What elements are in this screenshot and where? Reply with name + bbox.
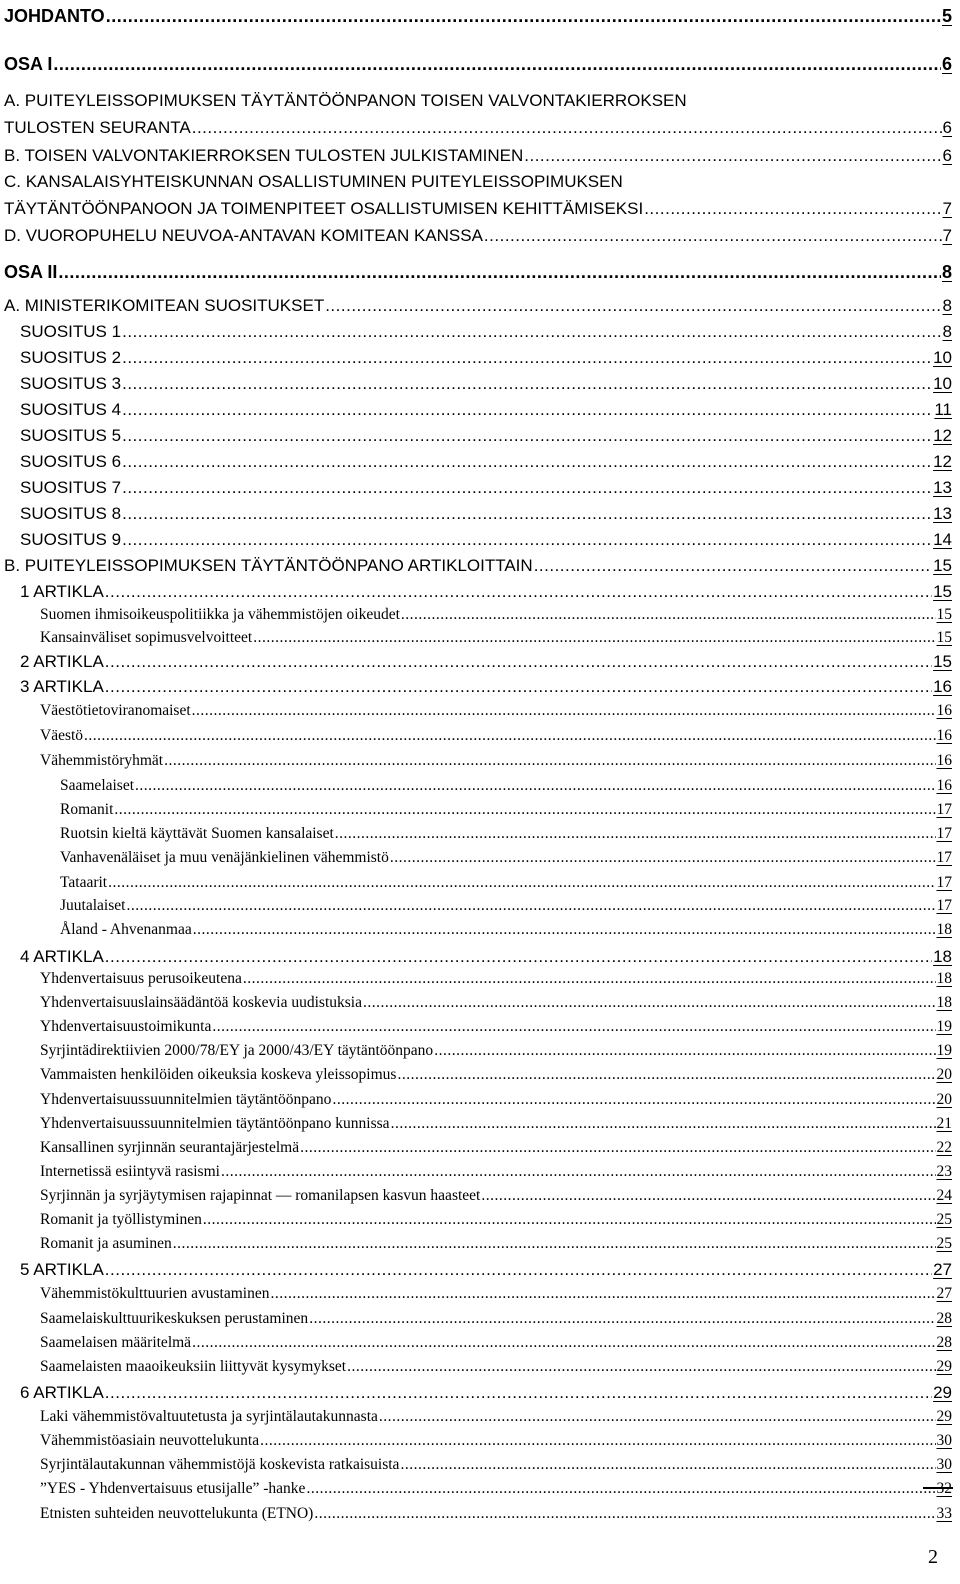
toc-entry[interactable] <box>20 476 952 500</box>
toc-entry[interactable] <box>20 372 952 396</box>
toc-entry-page: 22 <box>936 1139 952 1156</box>
toc-entry-title: TÄYTÄNTÖÖNPANOON JA TOIMENPITEET OSALLISTUMISEN KEHITTÄMISEKSI <box>4 199 644 218</box>
toc-entry-title: Suomen ihmisoikeuspolitiikka ja vähemmistöjen oikeudet <box>40 606 400 623</box>
toc-entry-page: 15 <box>933 652 952 671</box>
dot-leader <box>203 1209 936 1231</box>
toc-entry-page: 12 <box>933 452 952 471</box>
toc-entry-page: 13 <box>933 504 952 523</box>
dot-leader <box>401 604 936 626</box>
toc-entry[interactable] <box>20 1258 952 1282</box>
dot-leader <box>314 1503 935 1525</box>
toc-entry[interactable] <box>4 554 952 578</box>
toc-entry-title: OSA I <box>4 54 53 74</box>
dot-leader <box>122 502 932 526</box>
dot-leader <box>122 424 932 448</box>
toc-entry-title: Syrjinnän ja syrjäytymisen rajapinnat — romanilapsen kasvun haasteet <box>40 1187 481 1204</box>
toc-entry-page: 30 <box>936 1432 952 1449</box>
toc-entry[interactable] <box>20 424 952 448</box>
toc-entry-title: Juutalaiset <box>60 897 126 914</box>
toc-entry-page: 20 <box>936 1066 952 1083</box>
dot-leader <box>105 1258 932 1282</box>
toc-entry-page: 18 <box>936 921 952 938</box>
toc-entry-title: SUOSITUS 6 <box>20 452 122 471</box>
toc-entry-title: B. PUITEYLEISSOPIMUKSEN TÄYTÄNTÖÖNPANO ARTIKLOITTAIN <box>4 556 533 575</box>
dot-leader <box>58 258 941 286</box>
toc-entry-page: 8 <box>942 296 952 315</box>
dot-leader <box>114 799 935 821</box>
dot-leader <box>164 750 935 772</box>
dot-leader <box>122 398 933 422</box>
toc-entry-page: 7 <box>942 199 952 218</box>
toc-entry[interactable] <box>60 895 952 917</box>
dot-leader <box>400 1454 935 1476</box>
toc-entry-title: Kansallinen syrjinnän seurantajärjestelmä <box>40 1139 300 1156</box>
dot-leader <box>122 346 932 370</box>
toc-entry-title: SUOSITUS 3 <box>20 374 122 393</box>
toc-entry-page: 19 <box>936 1042 952 1059</box>
dot-leader <box>122 528 932 552</box>
toc-entry-page: 15 <box>936 606 952 623</box>
toc-entry[interactable] <box>60 919 952 941</box>
toc-entry-page: 28 <box>936 1334 952 1351</box>
toc-entry-page: 25 <box>936 1235 952 1252</box>
toc-entry-title: Romanit <box>60 801 114 818</box>
toc-entry-page: 17 <box>936 874 952 891</box>
dot-leader <box>135 775 935 797</box>
toc-entry-title: Vähemmistöasiain neuvottelukunta <box>40 1432 260 1449</box>
toc-entry-title: Saamelaiset <box>60 777 135 794</box>
toc-entry[interactable]: A. PUITEYLEISSOPIMUKSEN TÄYTÄNTÖÖNPANON TOISEN VALVONTAKIERROKSEN <box>4 91 687 110</box>
toc-entry-title: Yhdenvertaisuussuunnitelmien täytäntöönpano kunnissa <box>40 1115 390 1132</box>
toc-entry-page: 14 <box>933 530 952 549</box>
toc-entry-title: SUOSITUS 2 <box>20 348 122 367</box>
toc-entry-title: Internetissä esiintyvä rasismi <box>40 1163 220 1180</box>
dot-leader <box>122 450 932 474</box>
toc-entry-title: Yhdenvertaisuus perusoikeutena <box>40 970 242 987</box>
toc-entry[interactable] <box>40 1308 952 1330</box>
toc-entry-page: 33 <box>936 1505 952 1522</box>
toc-entry-title: D. VUOROPUHELU NEUVOA-ANTAVAN KOMITEAN KANSSA <box>4 226 483 245</box>
toc-entry-page: 27 <box>936 1285 952 1302</box>
dot-leader <box>221 1161 936 1183</box>
toc-entry-page: 20 <box>936 1091 952 1108</box>
toc-entry[interactable] <box>4 258 952 286</box>
toc-entry[interactable] <box>40 750 952 772</box>
toc-entry[interactable] <box>40 1356 952 1378</box>
toc-entry[interactable] <box>60 775 952 797</box>
toc-entry-title: 5 ARTIKLA <box>20 1260 104 1279</box>
toc-entry[interactable] <box>40 627 952 649</box>
toc-entry-title: Etnisten suhteiden neuvottelukunta (ETNO) <box>40 1505 314 1522</box>
toc-entry[interactable] <box>40 1406 952 1428</box>
dot-leader <box>390 847 936 869</box>
toc-entry-title: Ruotsin kieltä käyttävät Suomen kansalaiset <box>60 825 334 842</box>
toc-entry-page: 11 <box>934 400 952 419</box>
toc-entry[interactable] <box>20 1381 952 1405</box>
dot-leader <box>212 1016 935 1038</box>
toc-entry-title: SUOSITUS 7 <box>20 478 122 497</box>
toc-entry-page: 7 <box>942 226 952 245</box>
toc-entry[interactable] <box>40 725 952 747</box>
toc-entry-page: 17 <box>936 801 952 818</box>
toc-entry-page: 17 <box>936 849 952 866</box>
toc-entry-page: 10 <box>933 348 952 367</box>
toc-entry-title: Tataarit <box>60 874 108 891</box>
dot-leader <box>253 627 935 649</box>
dot-leader <box>243 968 936 990</box>
toc-entry-page: 27 <box>933 1260 952 1279</box>
dot-leader <box>391 1113 936 1135</box>
toc-entry-title: Vanhavenäläiset ja muu venäjänkielinen vähemmistö <box>60 849 389 866</box>
toc-entry-page <box>937 1478 953 1500</box>
toc-entry[interactable] <box>20 320 952 344</box>
toc-entry-title: JOHDANTO <box>4 6 105 26</box>
toc-entry[interactable] <box>20 528 952 552</box>
toc-entry-page: 28 <box>936 1310 952 1327</box>
toc-entry-title: 2 ARTIKLA <box>20 652 104 671</box>
dot-leader <box>126 895 935 917</box>
dot-leader <box>332 1089 935 1111</box>
toc-entry-page: 29 <box>933 1383 952 1402</box>
toc-entry[interactable] <box>40 1478 952 1500</box>
toc-entry-page: 15 <box>933 582 952 601</box>
toc-entry-page: 15 <box>933 556 952 575</box>
toc-entry[interactable] <box>40 604 952 626</box>
toc-entry[interactable] <box>4 50 952 78</box>
toc-entry-page: 29 <box>936 1358 952 1375</box>
toc-entry[interactable] <box>40 1185 952 1207</box>
toc-entry[interactable] <box>20 502 952 526</box>
toc-entry[interactable] <box>20 450 952 474</box>
toc-entry[interactable] <box>4 294 952 318</box>
dot-leader <box>534 554 932 578</box>
dot-leader <box>379 1406 936 1428</box>
toc-entry-title: 1 ARTIKLA <box>20 582 104 601</box>
footer-rule <box>923 1487 953 1489</box>
toc-entry[interactable] <box>20 346 952 370</box>
toc-entry-page: 8 <box>941 262 952 282</box>
dot-leader <box>260 1430 935 1452</box>
toc-entry[interactable] <box>40 1233 952 1255</box>
toc-entry-title: SUOSITUS 4 <box>20 400 122 419</box>
toc-entry[interactable] <box>20 675 952 699</box>
toc-entry-page: 23 <box>936 1163 952 1180</box>
toc-entry-page: 19 <box>936 1018 952 1035</box>
toc-entry-title: Yhdenvertaisuustoimikunta <box>40 1018 212 1035</box>
dot-leader <box>122 476 932 500</box>
toc-entry[interactable] <box>60 799 952 821</box>
dot-leader <box>105 580 932 604</box>
toc-entry[interactable] <box>40 1430 952 1452</box>
toc-entry-title: 6 ARTIKLA <box>20 1383 104 1402</box>
toc-entry-title: Saamelaiskulttuurikeskuksen perustaminen <box>40 1310 309 1327</box>
toc-entry-page: 15 <box>936 629 952 646</box>
toc-entry[interactable] <box>20 650 952 674</box>
toc-entry[interactable] <box>40 1209 952 1231</box>
toc-entry-page: 13 <box>933 478 952 497</box>
toc-entry-title: Åland - Ahvenanmaa <box>60 921 192 938</box>
dot-leader <box>193 919 936 941</box>
dot-leader <box>335 823 936 845</box>
toc-entry[interactable] <box>20 580 952 604</box>
dot-leader <box>192 116 942 140</box>
dot-leader <box>105 675 932 699</box>
toc-entry-page: 17 <box>936 825 952 842</box>
dot-leader <box>106 2 941 30</box>
toc-entry-page: 18 <box>936 970 952 987</box>
toc-entry-title: Romanit ja asuminen <box>40 1235 172 1252</box>
toc-entry-title: Vähemmistökulttuurien avustaminen <box>40 1285 270 1302</box>
toc-entry[interactable] <box>4 144 952 168</box>
toc-entry-page: 6 <box>942 118 952 137</box>
toc-entry-page: 17 <box>936 897 952 914</box>
page-number: 2 <box>928 1546 938 1568</box>
dot-leader <box>325 294 941 318</box>
toc-entry-page: 24 <box>936 1187 952 1204</box>
toc-entry[interactable] <box>40 1113 952 1135</box>
toc-entry[interactable] <box>40 1137 952 1159</box>
toc-entry[interactable] <box>4 116 952 140</box>
toc-entry-title: Vammaisten henkilöiden oikeuksia koskeva yleissopimus <box>40 1066 397 1083</box>
toc-entry[interactable] <box>40 1283 952 1305</box>
toc-entry-page: 12 <box>933 426 952 445</box>
toc-entry-title: Saamelaisten maaoikeuksiin liittyvät kysymykset <box>40 1358 347 1375</box>
toc-entry-title: TULOSTEN SEURANTA <box>4 118 191 137</box>
dot-leader <box>484 224 942 248</box>
toc-entry-title: SUOSITUS 9 <box>20 530 122 549</box>
toc-entry-title: Yhdenvertaisuuslainsäädäntöä koskevia uudistuksia <box>40 994 362 1011</box>
dot-leader <box>173 1233 936 1255</box>
toc-entry-page: 25 <box>936 1211 952 1228</box>
toc-entry-title: SUOSITUS 8 <box>20 504 122 523</box>
toc-entry-page: 6 <box>941 54 952 74</box>
toc-entry[interactable] <box>40 1064 952 1086</box>
toc-entry-title: Vähemmistöryhmät <box>40 752 164 769</box>
dot-leader <box>309 1308 935 1330</box>
toc-entry-page: 30 <box>936 1456 952 1473</box>
toc-entry-page: 21 <box>936 1115 952 1132</box>
dot-leader <box>122 372 932 396</box>
dot-leader <box>524 144 941 168</box>
toc-entry[interactable] <box>4 224 952 248</box>
dot-leader <box>644 197 941 221</box>
toc-entry-title: A. MINISTERIKOMITEAN SUOSITUKSET <box>4 296 325 315</box>
dot-leader <box>84 725 935 747</box>
toc-entry[interactable] <box>20 398 952 422</box>
toc-entry-page: 10 <box>933 374 952 393</box>
toc-entry[interactable] <box>40 1454 952 1476</box>
toc-entry-title: Romanit ja työllistyminen <box>40 1211 202 1228</box>
toc-entry[interactable] <box>60 823 952 845</box>
toc-entry[interactable] <box>60 847 952 869</box>
toc-entry-page: 18 <box>936 994 952 1011</box>
toc-entry[interactable] <box>20 945 952 969</box>
toc-entry-title: SUOSITUS 5 <box>20 426 122 445</box>
toc-entry-page: 16 <box>933 677 952 696</box>
toc-entry-title: SUOSITUS 1 <box>20 322 122 341</box>
toc-entry[interactable] <box>4 2 952 30</box>
toc-entry-page: 16 <box>936 702 952 719</box>
toc-entry-title: Syrjintädirektiivien 2000/78/EY ja 2000/43/EY täytäntöönpano <box>40 1042 434 1059</box>
toc-entry-page: 16 <box>936 777 952 794</box>
dot-leader <box>270 1283 935 1305</box>
toc-entry-page: 29 <box>936 1408 952 1425</box>
toc-entry-title: 4 ARTIKLA <box>20 947 104 966</box>
dot-leader <box>306 1478 935 1500</box>
toc-entry[interactable] <box>40 1161 952 1183</box>
dot-leader <box>363 992 936 1014</box>
toc-entry[interactable] <box>40 992 952 1014</box>
toc-entry[interactable] <box>4 197 952 221</box>
toc-entry-page: 8 <box>942 322 952 341</box>
toc-entry-title: OSA II <box>4 262 58 282</box>
toc-entry-title: Laki vähemmistövaltuutetusta ja syrjintälautakunnasta <box>40 1408 378 1425</box>
toc-entry-page: 18 <box>933 947 952 966</box>
toc-entry-title: B. TOISEN VALVONTAKIERROKSEN TULOSTEN JULKISTAMINEN <box>4 146 524 165</box>
dot-leader <box>434 1040 935 1062</box>
toc-entry[interactable] <box>40 700 952 722</box>
toc-entry-title: Yhdenvertaisuussuunnitelmien täytäntöönpano <box>40 1091 332 1108</box>
dot-leader <box>397 1064 935 1086</box>
toc-entry[interactable] <box>40 1089 952 1111</box>
toc-entry-title: 3 ARTIKLA <box>20 677 104 696</box>
dot-leader <box>300 1137 935 1159</box>
toc-entry-title: Kansainväliset sopimusvelvoitteet <box>40 629 253 646</box>
toc-entry-title: Väestö <box>40 727 84 744</box>
toc-entry-page: 6 <box>942 146 952 165</box>
toc-entry-title: Väestötietoviranomaiset <box>40 702 191 719</box>
dot-leader <box>105 650 932 674</box>
dot-leader <box>108 872 935 894</box>
dot-leader <box>105 1381 932 1405</box>
dot-leader <box>347 1356 935 1378</box>
dot-leader <box>122 320 941 344</box>
toc-entry[interactable] <box>40 968 952 990</box>
toc-entry[interactable] <box>60 872 952 894</box>
toc-entry[interactable] <box>40 1503 952 1525</box>
toc-entry-page: 16 <box>936 752 952 769</box>
toc-entry[interactable] <box>40 1016 952 1038</box>
toc-entry-title: Saamelaisen määritelmä <box>40 1334 192 1351</box>
toc-entry-title: Syrjintälautakunnan vähemmistöjä koskevista ratkaisuista <box>40 1456 400 1473</box>
dot-leader <box>105 945 932 969</box>
dot-leader <box>53 50 941 78</box>
dot-leader <box>192 1332 935 1354</box>
toc-entry[interactable] <box>40 1040 952 1062</box>
toc-entry-title: ”YES - Yhdenvertaisuus etusijalle” -hanke <box>40 1480 306 1497</box>
toc-entry[interactable]: C. KANSALAISYHTEISKUNNAN OSALLISTUMINEN PUITEYLEISSOPIMUKSEN <box>4 172 623 191</box>
dot-leader <box>192 700 936 722</box>
toc-entry-page: 5 <box>941 6 952 26</box>
toc-entry-page: 16 <box>936 727 952 744</box>
dot-leader <box>481 1185 935 1207</box>
toc-entry[interactable] <box>40 1332 952 1354</box>
